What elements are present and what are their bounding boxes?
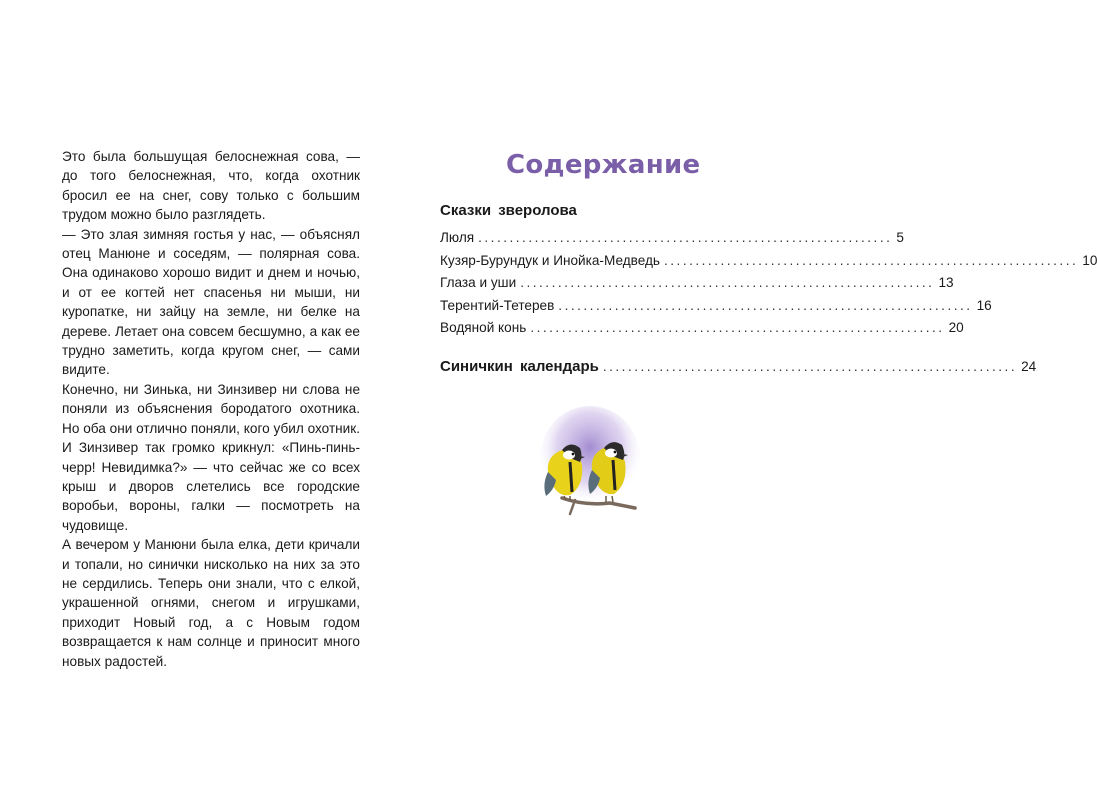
toc-entry-page: 10 — [1082, 252, 1097, 268]
titmice-illustration — [540, 410, 640, 525]
dot-leader: .................................................................. — [602, 359, 1018, 374]
dot-leader: .................................................................. — [520, 275, 935, 290]
toc-entry-page: 13 — [938, 275, 954, 290]
paragraph: Конечно, ни Зинька, ни Зинзивер ни слова не поняли из объяснения бородатого охотника. Но оба они отлично поняли, кого убил охотник. И Зинзивер так громко крикнул: «Пинь-пинь-черр! Невидимка?» — что сейчас же со всех крыш и дворов слетелись все городские воробьи, вороны, галки — посмотреть на чудовище. — [62, 381, 360, 533]
story-text — [62, 147, 360, 671]
dot-leader: .................................................................. — [478, 230, 893, 245]
paragraph: А вечером у Манюни была елка, дети кричали и топали, но синички нисколько на них за это не сердились. Теперь они знали, что с елкой, украшенной огнями, снегом и игрушками, приходит Новый год, а с Новым годом возвращается к нам солнце и приносит много новых радостей. — [62, 537, 360, 669]
toc-entry-title: Глаза и уши — [440, 275, 517, 290]
dot-leader: .................................................................. — [530, 320, 945, 335]
dot-leader: .................................................................. — [558, 297, 973, 313]
toc-entry-title: Водяной конь — [440, 320, 527, 335]
toc-entry-page: 5 — [896, 230, 904, 245]
paragraph: Это была большущая белоснежная сова, — до того белоснежная, что, когда охотник бросил ее на снег, сову только с большим трудом можно было разглядеть. — [62, 149, 360, 223]
toc-section-page: 24 — [1021, 359, 1037, 374]
toc-entry-page: 20 — [948, 320, 964, 335]
dot-leader: .................................................................. — [663, 252, 1079, 268]
toc-entry-title: Терентий-Тетерев — [440, 297, 555, 313]
paragraph: — Это злая зимняя гостья у нас, — объяснял отец Манюне и соседям, — полярная сова. Она одинаково хорошо видит и днем и ночью, и от ее когтей нет спасенья ни мыши, ни куропатке, ни зайцу на земле, ни белке на дереве. Летает она совсем бесшумно, а как ее трудно заметить, когда кругом снег, — сами видите. — [62, 226, 360, 378]
toc-title: Содержание — [506, 150, 701, 180]
toc-entry-title: Люля — [440, 230, 475, 245]
toc-entry-page: 16 — [976, 297, 992, 313]
toc-section-heading: Сказки зверолова — [440, 202, 577, 219]
toc-entry-title: Кузяр-Бурундук и Инойка-Медведь — [440, 252, 660, 268]
toc-entry — [440, 230, 904, 253]
toc-list — [440, 230, 1097, 343]
toc-section-title: Синичкин календарь — [440, 358, 599, 375]
toc-entry — [440, 297, 992, 321]
toc-entry — [440, 320, 964, 343]
toc-section-entry — [440, 358, 1037, 381]
toc-entry — [440, 275, 954, 298]
toc-entry — [440, 252, 1097, 276]
